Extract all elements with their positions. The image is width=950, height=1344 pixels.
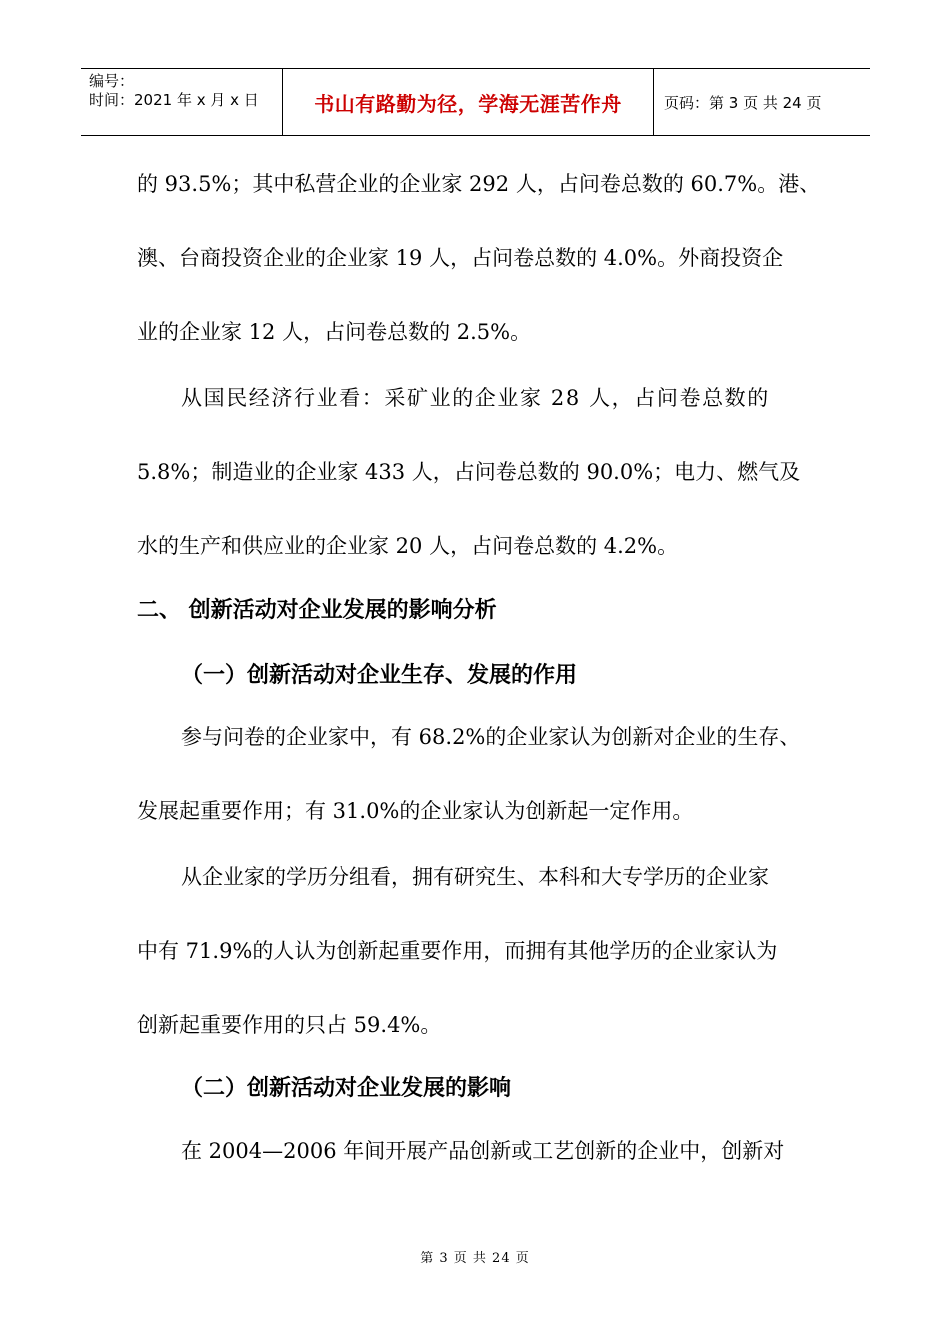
body-line: 参与问卷的企业家中，有 68.2%的企业家认为创新对企业的生存、 (181, 725, 801, 749)
body-line: 5.8%；制造业的企业家 433 人，占问卷总数的 90.0%；电力、燃气及 (137, 460, 801, 484)
body-line: 水的生产和供应业的企业家 20 人，占问卷总数的 4.2%。 (137, 534, 679, 558)
body-line: 在 2004—2006 年间开展产品创新或工艺创新的企业中，创新对 (181, 1139, 785, 1163)
body-line: 澳、台商投资企业的企业家 19 人，占问卷总数的 4.0%。外商投资企 (137, 246, 784, 270)
body-line: 从企业家的学历分组看，拥有研究生、本科和大专学历的企业家 (181, 865, 769, 889)
serial-number-label: 编号： (89, 72, 135, 90)
body-line: 业的企业家 12 人，占问卷总数的 2.5%。 (137, 320, 532, 344)
header-meta-cell (81, 69, 283, 135)
date-label: 时间：2021 年 x 月 x 日 (89, 91, 259, 109)
page-header (81, 68, 870, 136)
body-line: 中有 71.9%的人认为创新起重要作用，而拥有其他学历的企业家认为 (137, 939, 778, 963)
body-line: 创新起重要作用的只占 59.4%。 (137, 1013, 442, 1037)
body-line: 的 93.5%；其中私营企业的企业家 292 人，占问卷总数的 60.7%。港、 (137, 172, 821, 196)
section-heading: 二、 创新活动对企业发展的影响分析 (137, 598, 497, 623)
body-line: 从国民经济行业看：采矿业的企业家 28 人，占问卷总数的 (181, 386, 770, 410)
subsection-heading-2: （二）创新活动对企业发展的影响 (181, 1076, 512, 1101)
page-footer: 第 3 页 共 24 页 (420, 1251, 530, 1266)
subsection-heading-1: （一）创新活动对企业生存、发展的作用 (181, 663, 578, 688)
body-line: 发展起重要作用；有 31.0%的企业家认为创新起一定作用。 (137, 799, 694, 823)
header-motto: 书山有路勤为径，学海无涯苦作舟 (283, 69, 654, 135)
header-page-info: 页码：第 3 页 共 24 页 (664, 93, 822, 112)
